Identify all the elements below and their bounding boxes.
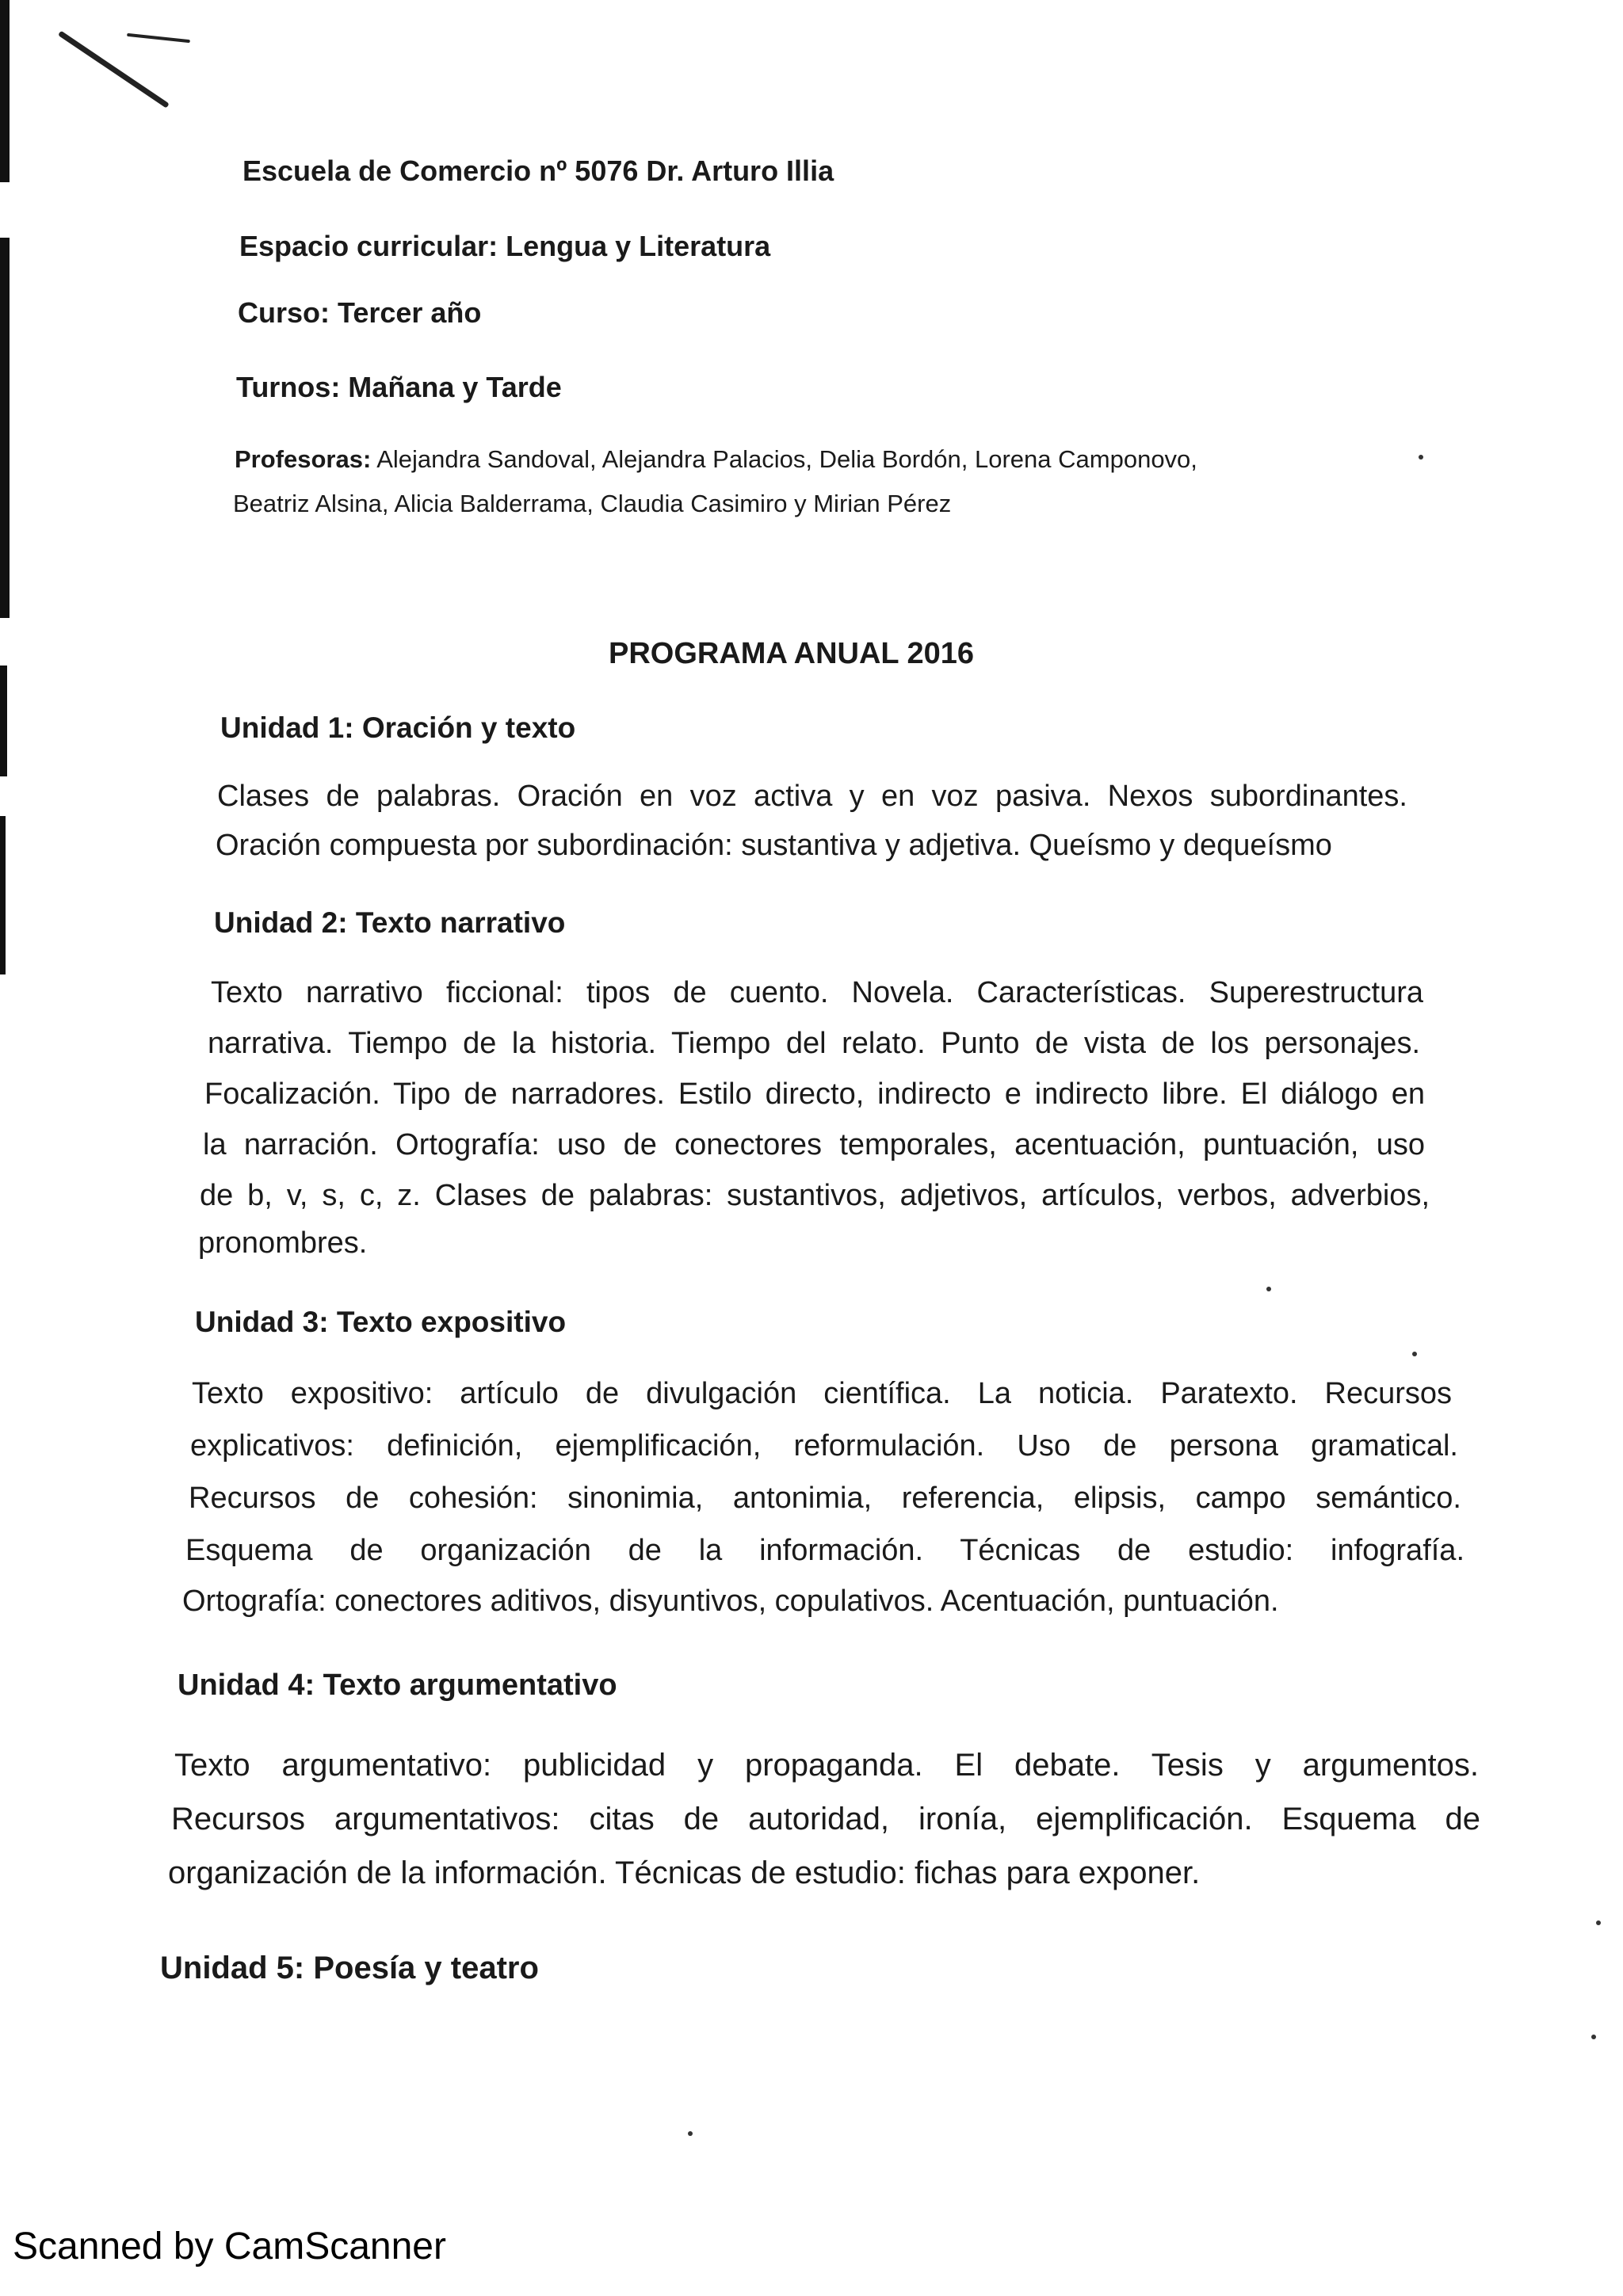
scan-speck: [1596, 1920, 1601, 1925]
unit-2-title: Unidad 2: Texto narrativo: [214, 906, 566, 939]
scan-speck: [1419, 455, 1423, 460]
teachers-line-1: [235, 445, 1197, 474]
scan-edge-shadow: [0, 816, 6, 974]
course-line: Curso: Tercer año: [238, 296, 482, 329]
handwritten-mark: [58, 31, 170, 109]
program-title: PROGRAMA ANUAL 2016: [609, 637, 975, 670]
unit-2-line: de b, v, s, c, z. Clases de palabras: sustantivos, adjetivos, artículos, verbos, adverbios,: [200, 1179, 1430, 1212]
unit-4-line: organización de la información. Técnicas de estudio: fichas para exponer.: [168, 1855, 1201, 1890]
unit-1-title: Unidad 1: Oración y texto: [220, 711, 576, 744]
unit-2-line: Focalización. Tipo de narradores. Estilo directo, indirecto e indirecto libre. El diálogo en: [204, 1077, 1425, 1111]
unit-3-line: Texto expositivo: artículo de divulgación científica. La noticia. Paratexto. Recursos: [192, 1377, 1452, 1410]
unit-1-line: Clases de palabras. Oración en voz activa y en voz pasiva. Nexos subordinantes.: [217, 780, 1407, 813]
unit-2-line: Texto narrativo ficcional: tipos de cuento. Novela. Características. Superestructura: [211, 976, 1423, 1009]
unit-3-line: Recursos de cohesión: sinonimia, antonimia, referencia, elipsis, campo semántico.: [189, 1482, 1461, 1515]
scan-edge-shadow: [0, 666, 7, 776]
scan-speck: [1412, 1352, 1417, 1356]
teachers-label: Profesoras:: [235, 445, 372, 473]
scan-speck: [1591, 2035, 1596, 2039]
unit-4-line: Texto argumentativo: publicidad y propaganda. El debate. Tesis y argumentos.: [174, 1748, 1479, 1783]
scan-edge-shadow: [0, 0, 10, 182]
unit-3-line: explicativos: definición, ejemplificación, reformulación. Uso de persona gramatical.: [190, 1429, 1458, 1463]
teachers-names-1: Alejandra Sandoval, Alejandra Palacios, Delia Bordón, Lorena Camponovo,: [371, 445, 1197, 473]
teachers-line-2: Beatriz Alsina, Alicia Balderrama, Claudia Casimiro y Mirian Pérez: [233, 490, 952, 517]
unit-4-line: Recursos argumentativos: citas de autoridad, ironía, ejemplificación. Esquema de: [171, 1802, 1480, 1836]
unit-1-line: Oración compuesta por subordinación: sustantiva y adjetiva. Queísmo y dequeísmo: [216, 829, 1332, 862]
unit-3-line: Ortografía: conectores aditivos, disyuntivos, copulativos. Acentuación, puntuación.: [182, 1585, 1279, 1618]
subject-line: Espacio curricular: Lengua y Literatura: [239, 230, 771, 262]
unit-3-line: Esquema de organización de la información. Técnicas de estudio: infografía.: [185, 1534, 1465, 1567]
unit-4-title: Unidad 4: Texto argumentativo: [178, 1669, 617, 1702]
unit-2-line: la narración. Ortografía: uso de conectores temporales, acentuación, puntuación, uso: [203, 1128, 1425, 1161]
scan-speck: [1266, 1287, 1271, 1291]
scan-speck: [688, 2131, 693, 2136]
handwritten-mark: [127, 33, 190, 43]
camscanner-watermark: Scanned by CamScanner: [13, 2225, 446, 2267]
school-name: Escuela de Comercio nº 5076 Dr. Arturo Illia: [242, 154, 834, 187]
scan-edge-shadow: [0, 238, 10, 618]
shifts-line: Turnos: Mañana y Tarde: [236, 371, 562, 403]
unit-3-title: Unidad 3: Texto expositivo: [195, 1306, 567, 1338]
unit-5-title: Unidad 5: Poesía y teatro: [160, 1951, 539, 1985]
unit-2-line: narrativa. Tiempo de la historia. Tiempo del relato. Punto de vista de los personajes.: [208, 1027, 1420, 1060]
unit-2-line: pronombres.: [198, 1226, 368, 1260]
